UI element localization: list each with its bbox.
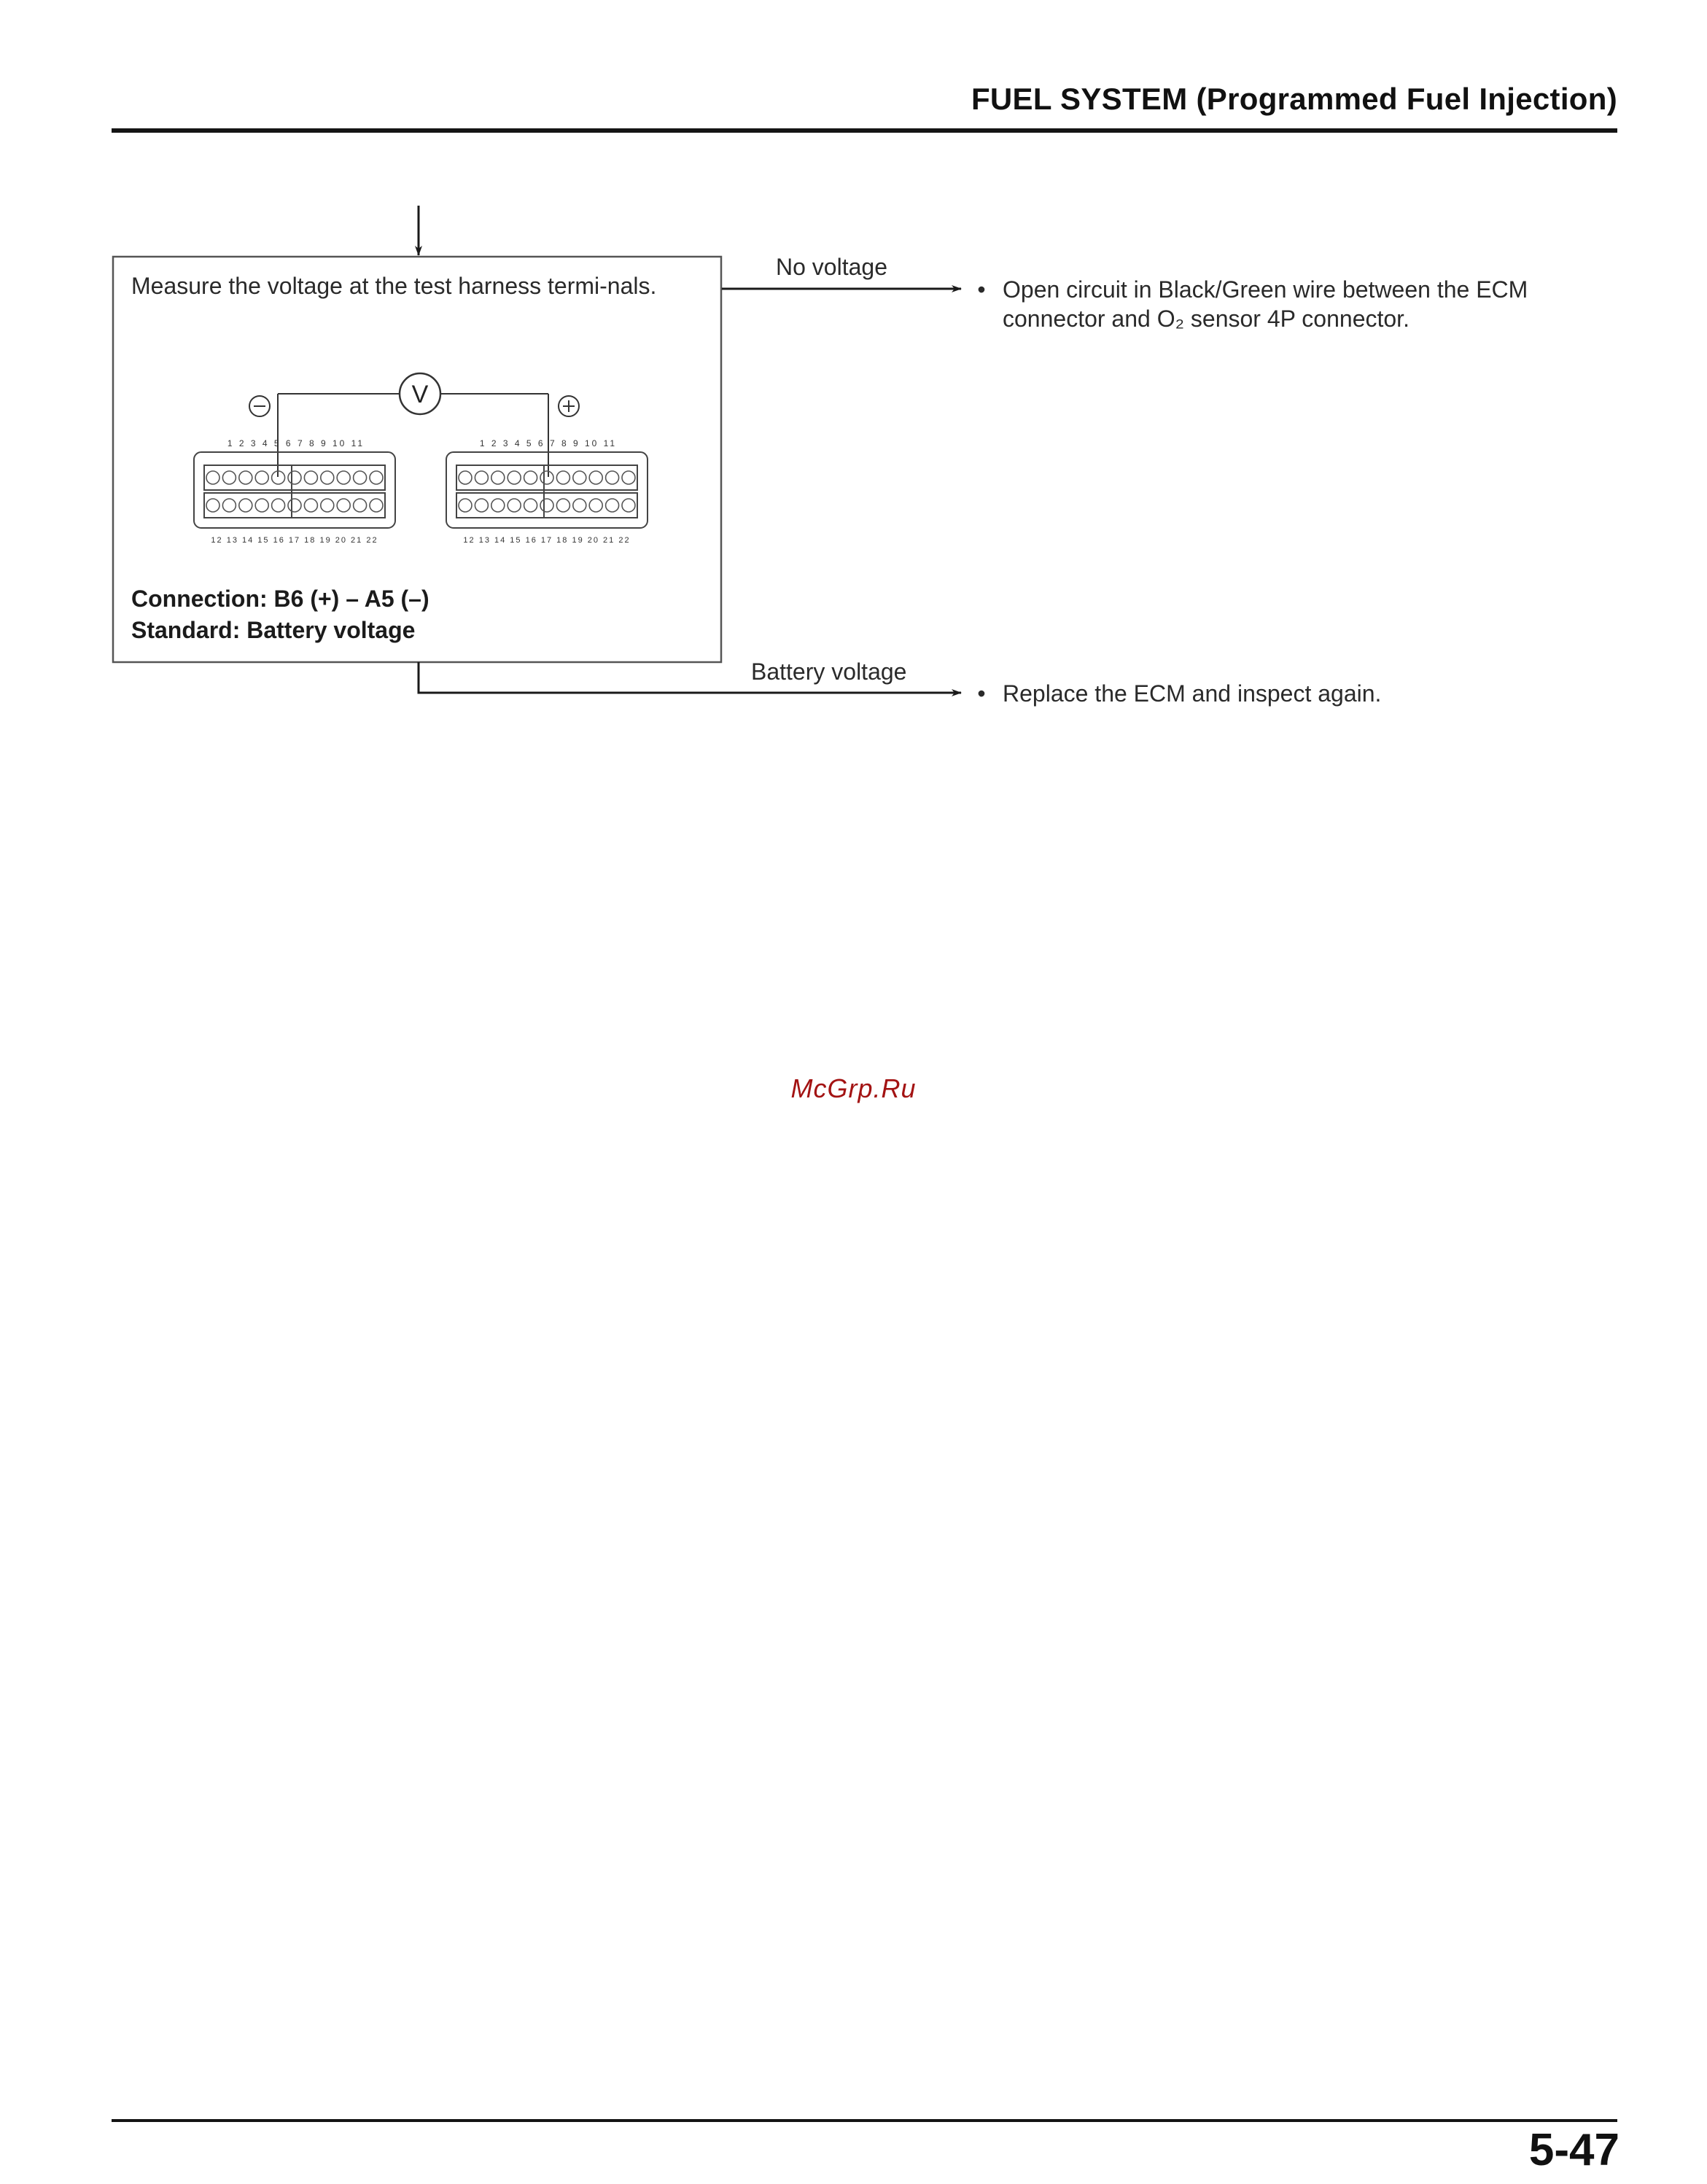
connector-pin [354,499,367,512]
connector-a [194,452,395,528]
connector-pin [556,471,569,484]
connector-pin [459,499,472,512]
connector-pin [491,499,505,512]
connector-pin [508,471,521,484]
connector-pin [606,471,619,484]
connector-pin [475,471,488,484]
connector-pin [370,499,383,512]
connector-pin [508,499,521,512]
negative-probe-icon [249,396,270,416]
connector-b-bottom-pin-numbers: 12 13 14 15 16 17 18 19 20 21 22 [463,536,631,545]
connector-pin [475,499,488,512]
connector-pin [272,499,285,512]
connector-pin [321,471,334,484]
connector-pin [524,499,537,512]
voltmeter-symbol: V [411,381,429,408]
connector-pin [370,471,383,484]
connector-a-top-pin-numbers: 1 2 3 4 5 6 7 8 9 10 11 [227,438,365,448]
connector-pin [540,499,553,512]
connector-pin [524,471,537,484]
connector-pin [573,471,586,484]
connector-pin [206,471,219,484]
step-instruction: Measure the voltage at the test harness termi-nals. [131,273,657,299]
connector-pin [239,471,252,484]
result-no-voltage: Open circuit in Black/Green wire between the ECM connector and O₂ sensor 4P connector. [1003,276,1528,332]
connector-a-pins [206,471,383,512]
result-battery-voltage: Replace the ECM and inspect again. [1003,680,1382,707]
connection-spec: Connection: B6 (+) – A5 (–) [131,586,429,612]
connector-pin [222,499,236,512]
connector-pin [337,499,350,512]
footer-rule [112,2119,1617,2122]
section-title: FUEL SYSTEM (Programmed Fuel Injection) [971,82,1617,116]
no-voltage-label: No voltage [776,254,887,280]
connector-pin [222,471,236,484]
result-bullet-2: • [977,680,986,707]
connector-pin [540,471,553,484]
connector-pin [622,499,635,512]
connector-pin [304,499,317,512]
connector-pin [288,471,301,484]
connector-pin [321,499,334,512]
result-bullet-1: • [977,276,986,303]
connector-pin [556,499,569,512]
connector-pin [354,471,367,484]
connector-pin [255,471,268,484]
connector-pin [606,499,619,512]
connector-pin [304,471,317,484]
positive-probe-icon [559,396,579,416]
connector-pin [459,471,472,484]
standard-spec: Standard: Battery voltage [131,617,416,643]
connector-a-bottom-pin-numbers: 12 13 14 15 16 17 18 19 20 21 22 [211,536,378,545]
connector-pin [589,499,602,512]
connector-pin [622,471,635,484]
connector-b-pins [459,471,635,512]
connector-b-top-pin-numbers: 1 2 3 4 5 6 7 8 9 10 11 [479,438,618,448]
connector-pin [337,471,350,484]
connector-pin [288,499,301,512]
connector-pin [589,471,602,484]
connector-pin [573,499,586,512]
battery-voltage-label: Battery voltage [751,658,907,685]
connector-pin [255,499,268,512]
connector-b [446,452,648,528]
connector-pin [206,499,219,512]
connector-pin [491,471,505,484]
watermark: McGrp.Ru [790,1073,917,1103]
page-number: 5-47 [1528,2125,1619,2175]
connector-pin [239,499,252,512]
